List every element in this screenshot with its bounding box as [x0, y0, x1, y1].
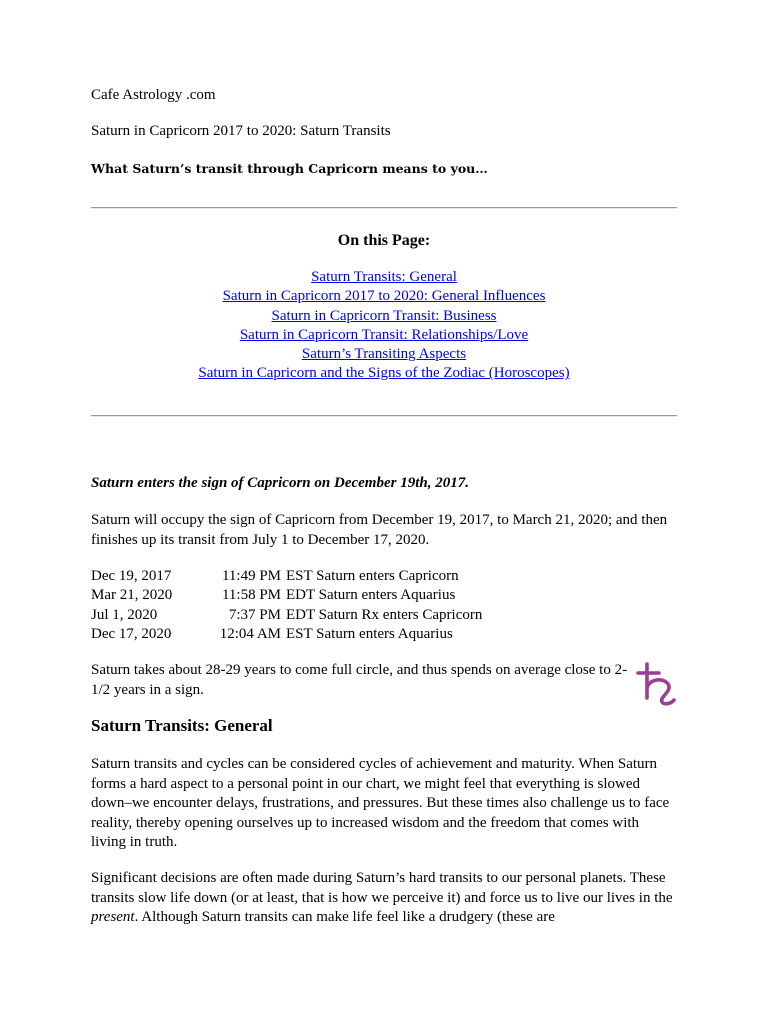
- ingress-date: Jul 1, 2020: [91, 606, 158, 623]
- saturn-symbol-icon: [635, 660, 679, 708]
- general-paragraph-2-start: Significant decisions are often made during Saturn’s hard transits to our personal planets. These transits slow life down (or at least, that is how we perceive it) and force us to live our lives in the: [91, 870, 673, 906]
- site-name: Cafe Astrology .com: [91, 87, 216, 103]
- ingress-date: Dec 17, 2020: [91, 625, 172, 642]
- cycle-note: Saturn takes about 28-29 years to come full circle, and thus spends on average close to 2-1/2 years in a sign.: [91, 662, 628, 698]
- ingress-row: [91, 586, 482, 605]
- toc-item: [91, 364, 677, 383]
- ingress-time: 12:04 AM: [219, 625, 281, 642]
- ingress-dates-list: [91, 567, 482, 644]
- toc-item: [91, 345, 677, 364]
- table-of-contents: [91, 268, 677, 384]
- general-paragraph-2-end: . Although Saturn transits can make life feel like a drudgery (these are: [134, 909, 555, 925]
- ingress-event: EST Saturn enters Capricorn: [286, 568, 459, 584]
- toc-item: [91, 268, 677, 287]
- ingress-emphasis: Saturn enters the sign of Capricorn on December 19th, 2017.: [91, 475, 469, 491]
- toc-link-signs-horoscopes[interactable]: Saturn in Capricorn and the Signs of the Zodiac (Horoscopes): [198, 365, 570, 382]
- toc-link-transiting-aspects[interactable]: Saturn’s Transiting Aspects: [301, 346, 467, 363]
- toc-link-business[interactable]: Saturn in Capricorn Transit: Business: [271, 307, 497, 324]
- toc-heading: On this Page:: [337, 232, 431, 249]
- general-paragraph-2-emphasis: present: [91, 909, 135, 925]
- ingress-time: 7:37 PM: [228, 606, 281, 623]
- ingress-date: Mar 21, 2020: [91, 587, 173, 604]
- toc-item: [91, 307, 677, 326]
- ingress-event: EST Saturn enters Aquarius: [286, 625, 453, 642]
- occupy-paragraph: Saturn will occupy the sign of Capricorn from December 19, 2017, to March 21, 2020; and then finishes up its transit from July 1 to December 17, 2020.: [91, 512, 668, 548]
- ingress-time: 11:58 PM: [221, 587, 281, 604]
- general-paragraph-1: Saturn transits and cycles can be considered cycles of achievement and maturity. When Saturn forms a hard aspect to a personal point in our chart, we might feel that everything is slowed down–we encounter delays, frustrations, and pressures. But these times also challenge us to face reality, thereby opening ourselves up to increased wisdom and the freedom that comes with living in truth.: [91, 756, 670, 850]
- section-heading-general: Saturn Transits: General: [91, 716, 273, 735]
- general-paragraph-2: [91, 869, 677, 928]
- toc-link-general-influences[interactable]: Saturn in Capricorn 2017 to 2020: General Influences: [222, 288, 546, 305]
- ingress-row: [91, 567, 482, 586]
- page-subtitle: What Saturn’s transit through Capricorn means to you…: [91, 161, 488, 176]
- toc-item: [91, 287, 677, 306]
- ingress-row: [91, 625, 482, 644]
- ingress-date: Dec 19, 2017: [91, 568, 172, 584]
- ingress-time: 11:49 PM: [221, 568, 281, 584]
- ingress-event: EDT Saturn enters Aquarius: [286, 587, 456, 604]
- page-title: Saturn in Capricorn 2017 to 2020: Saturn Transits: [91, 123, 391, 139]
- ingress-row: [91, 606, 482, 625]
- ingress-event: EDT Saturn Rx enters Capricorn: [286, 606, 483, 623]
- toc-link-general[interactable]: Saturn Transits: General: [311, 269, 457, 285]
- toc-link-relationships-love[interactable]: Saturn in Capricorn Transit: Relationships/Love: [239, 326, 529, 343]
- horizontal-rule-top: [91, 207, 677, 209]
- horizontal-rule-bottom: [91, 415, 677, 417]
- toc-item: [91, 326, 677, 345]
